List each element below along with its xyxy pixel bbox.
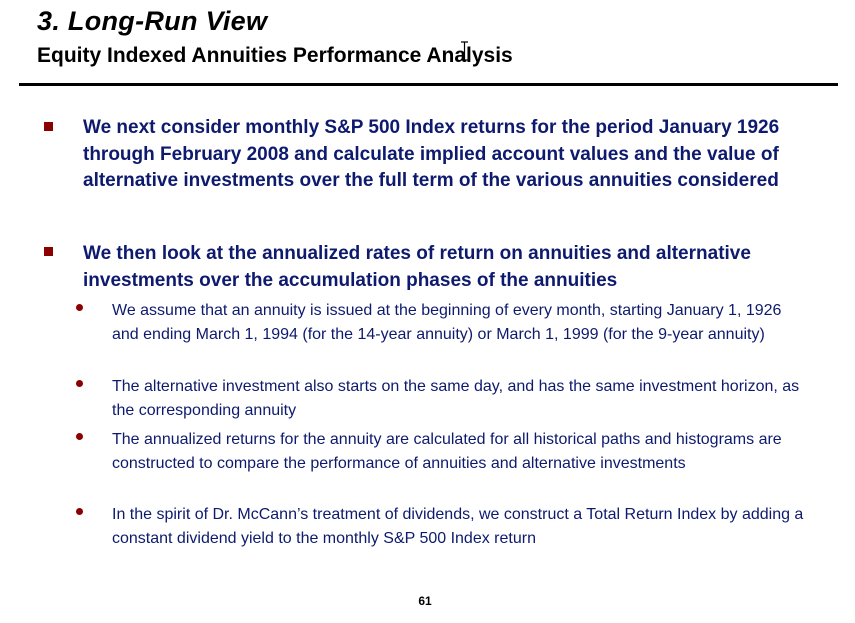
page-number: 61 <box>418 594 432 608</box>
sub-bullet-text: The annualized returns for the annuity are calculated for all historical paths and histograms are constructed to compare the performance of annuities and alternative investments <box>112 431 782 472</box>
square-bullet-icon <box>44 247 53 256</box>
bullet-text: We then look at the annualized rates of return on annuities and alternative investments over the accumulation phases of the annuities <box>83 243 751 291</box>
dot-bullet-icon <box>76 508 83 515</box>
title-divider <box>19 83 838 86</box>
sub-bullet-text: The alternative investment also starts on the same day, and has the same investment horizon, as the corresponding annuity <box>112 378 800 419</box>
square-bullet-icon <box>44 122 53 131</box>
dot-bullet-icon <box>76 304 83 311</box>
dot-bullet-icon <box>76 433 83 440</box>
slide-title: 3. Long-Run View <box>37 6 268 36</box>
bullet-text: We next consider monthly S&P 500 Index returns for the period January 1926 through February 2008 and calculate implied account values and the value of alternative investments over the full term of the various annuities considered <box>83 117 780 191</box>
sub-bullet-text: We assume that an annuity is issued at the beginning of every month, starting January 1, 1926 and ending March 1, 1994 (for the 14-year annuity) or March 1, 1999 (for the 9-year annuity) <box>112 302 782 343</box>
slide-subtitle: Equity Indexed Annuities Performance Analysis <box>37 44 513 67</box>
text-cursor-icon <box>460 41 469 61</box>
sub-bullet-text: In the spirit of Dr. McCann’s treatment of dividends, we construct a Total Return Index by adding a constant dividend yield to the monthly S&P 500 Index return <box>112 506 804 547</box>
dot-bullet-icon <box>76 380 83 387</box>
